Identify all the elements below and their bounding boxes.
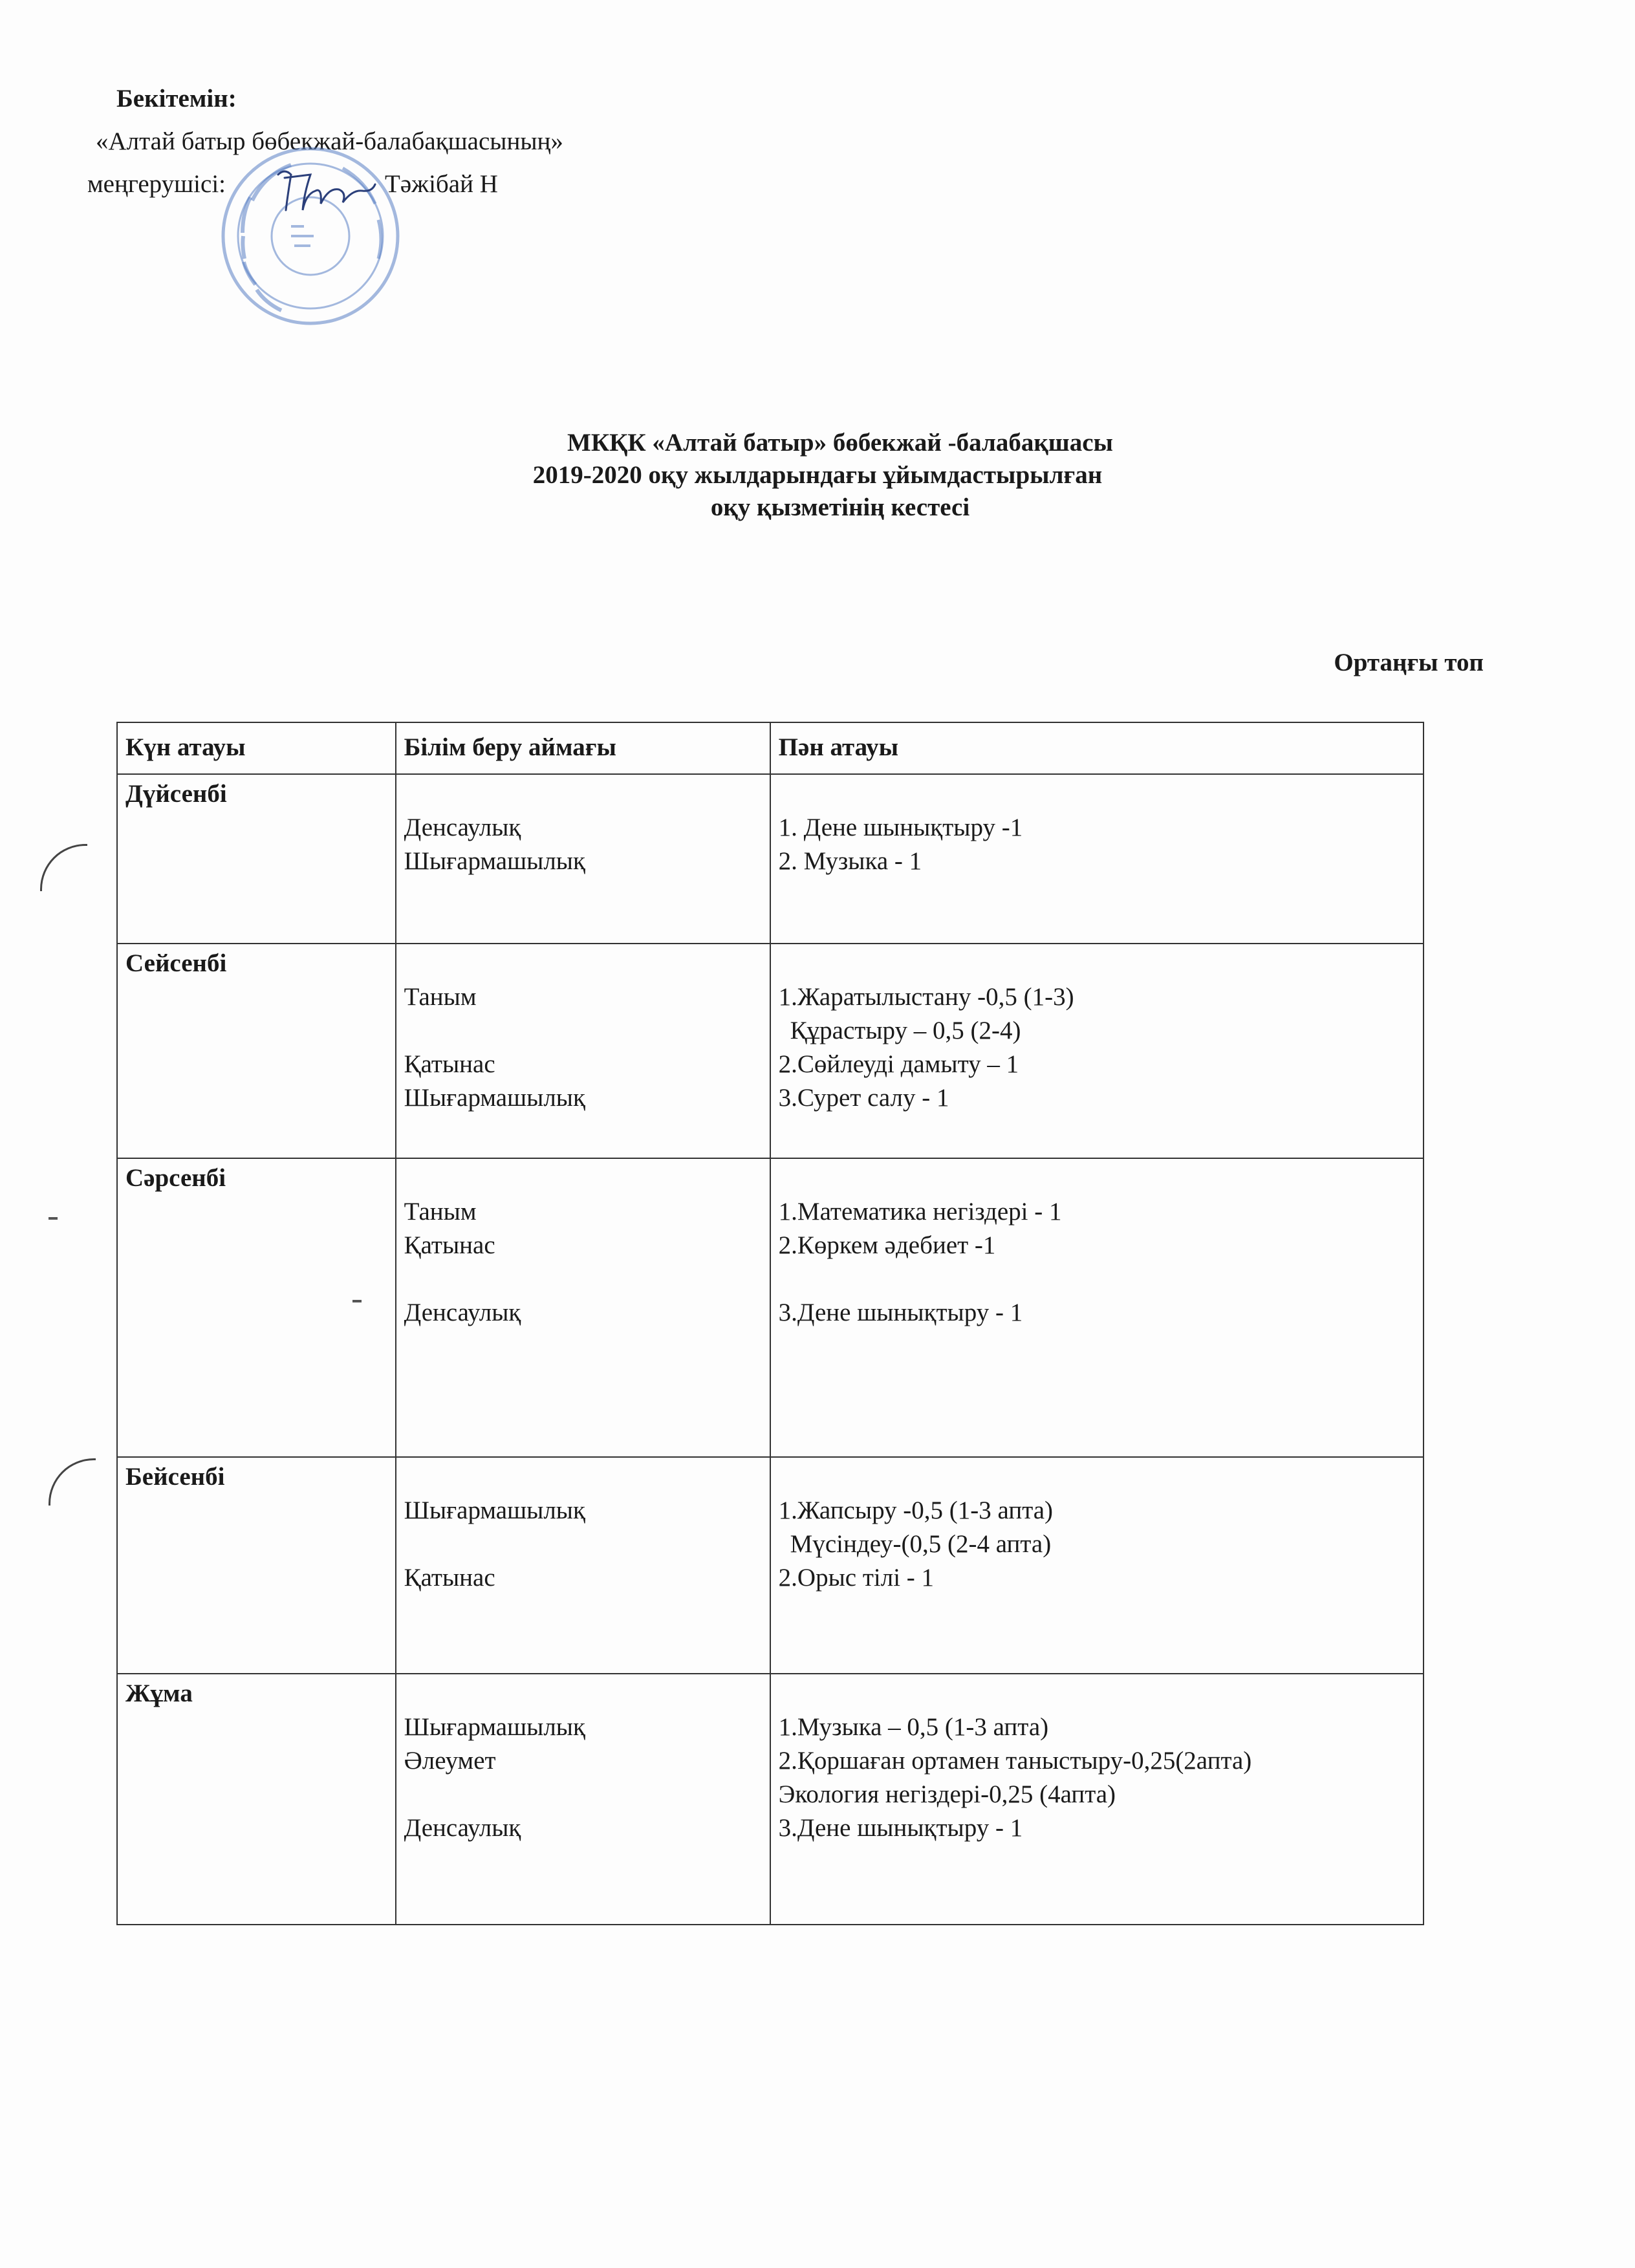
approval-position: меңгерушісі: — [87, 170, 226, 198]
title-line-2: 2019-2020 оқу жылдарындағы ұйымдастырылған — [532, 461, 1103, 489]
area-line — [404, 1595, 762, 1628]
table-row — [117, 1158, 1424, 1457]
subject-line — [779, 878, 1415, 912]
area-line — [404, 1363, 762, 1397]
area-line: Денсаулық — [404, 1814, 521, 1842]
area-line: Денсаулық — [404, 1299, 521, 1326]
area-line: Қатынас — [404, 1564, 495, 1592]
area-line — [404, 1014, 762, 1048]
area-cell — [396, 1158, 770, 1457]
group-label: Ортаңғы топ — [1334, 649, 1484, 676]
table-row — [117, 774, 1424, 944]
area-cell — [396, 1674, 770, 1925]
hole-punch-mark — [40, 844, 87, 891]
approval-heading: Бекітемін: — [116, 85, 237, 113]
subject-line — [779, 1595, 1415, 1628]
area-line — [404, 1262, 762, 1296]
subject-line — [779, 1330, 1415, 1363]
hole-punch-mark — [49, 1458, 96, 1506]
header-day: Күн атауы — [117, 722, 396, 774]
subject-line: 1.Музыка – 0,5 (1-3 апта) — [778, 1713, 1049, 1741]
area-line: Қатынас — [404, 1050, 495, 1078]
header-subject: Пән атауы — [770, 722, 1424, 774]
table-row — [117, 1457, 1424, 1674]
subject-line — [779, 1845, 1415, 1879]
area-line — [404, 1330, 762, 1363]
subject-line — [779, 1363, 1415, 1397]
area-line: Шығармашылық — [404, 1496, 585, 1524]
subject-cell — [770, 1674, 1424, 1925]
subject-cell — [770, 944, 1424, 1158]
area-cell — [396, 774, 770, 944]
official-stamp-icon — [213, 123, 414, 356]
subject-line: Құрастыру – 0,5 (2-4) — [790, 1017, 1021, 1044]
subject-line: 1.Жаратылыстану -0,5 (1-3) — [778, 983, 1074, 1011]
subject-line: Мүсіндеу-(0,5 (2-4 апта) — [790, 1530, 1052, 1558]
title-line-1: МКҚК «Алтай батыр» бөбекжай -балабақшасы — [567, 429, 1113, 457]
area-cell — [396, 944, 770, 1158]
area-line — [404, 878, 762, 912]
subject-cell — [770, 1158, 1424, 1457]
day-cell: Сейсенбі — [117, 944, 396, 1158]
table-row — [117, 944, 1424, 1158]
subject-line: Экология негіздері-0,25 (4апта) — [778, 1780, 1116, 1808]
table-header-row — [117, 722, 1424, 774]
area-line — [404, 1778, 762, 1811]
day-cell: Жұма — [117, 1674, 396, 1925]
day-cell: Дүйсенбі — [117, 774, 396, 944]
area-line: Таным — [404, 983, 477, 1011]
schedule-table — [116, 722, 1424, 1925]
scan-speck — [49, 1217, 58, 1220]
subject-line: 2.Сөйлеуді дамыту – 1 — [778, 1050, 1019, 1078]
subject-line: 2.Көркем әдебиет -1 — [778, 1231, 996, 1259]
area-line — [404, 1845, 762, 1879]
scan-speck — [352, 1300, 362, 1302]
area-line: Шығармашылық — [404, 847, 585, 875]
subject-line: 1.Математика негіздері - 1 — [778, 1198, 1062, 1226]
subject-line: 2.Орыс тілі - 1 — [778, 1564, 935, 1592]
subject-line: 2. Музыка - 1 — [778, 847, 922, 875]
subject-cell — [770, 774, 1424, 944]
approval-name: Тәжібай Н — [385, 170, 498, 198]
area-cell — [396, 1457, 770, 1674]
area-line: Шығармашылық — [404, 1084, 585, 1112]
subject-line: 3.Дене шынықтыру - 1 — [778, 1814, 1023, 1842]
subject-line: 3.Сурет салу - 1 — [778, 1084, 949, 1112]
area-line: Таным — [404, 1198, 477, 1226]
header-area: Білім беру аймағы — [396, 722, 770, 774]
area-line: Қатынас — [404, 1231, 495, 1259]
approval-organization: «Алтай батыр бөбекжай-балабақшасының» — [96, 127, 563, 155]
title-line-3: оқу қызметінің кестесі — [710, 493, 970, 521]
day-cell: Сәрсенбі — [117, 1158, 396, 1457]
subject-cell — [770, 1457, 1424, 1674]
area-line: Денсаулық — [404, 814, 521, 841]
subject-line: 2.Қоршаған ортамен таныстыру-0,25(2апта) — [778, 1747, 1252, 1775]
area-line: Шығармашылық — [404, 1713, 585, 1741]
area-line — [404, 1528, 762, 1561]
signature-icon — [265, 162, 388, 220]
document-title — [0, 427, 1635, 524]
day-cell: Бейсенбі — [117, 1457, 396, 1674]
subject-line — [779, 1262, 1415, 1296]
subject-line: 1.Жапсыру -0,5 (1-3 апта) — [778, 1496, 1054, 1524]
subject-line: 3.Дене шынықтыру - 1 — [778, 1299, 1023, 1326]
subject-line: 1. Дене шынықтыру -1 — [778, 814, 1023, 841]
table-row — [117, 1674, 1424, 1925]
area-line: Әлеумет — [404, 1747, 496, 1775]
